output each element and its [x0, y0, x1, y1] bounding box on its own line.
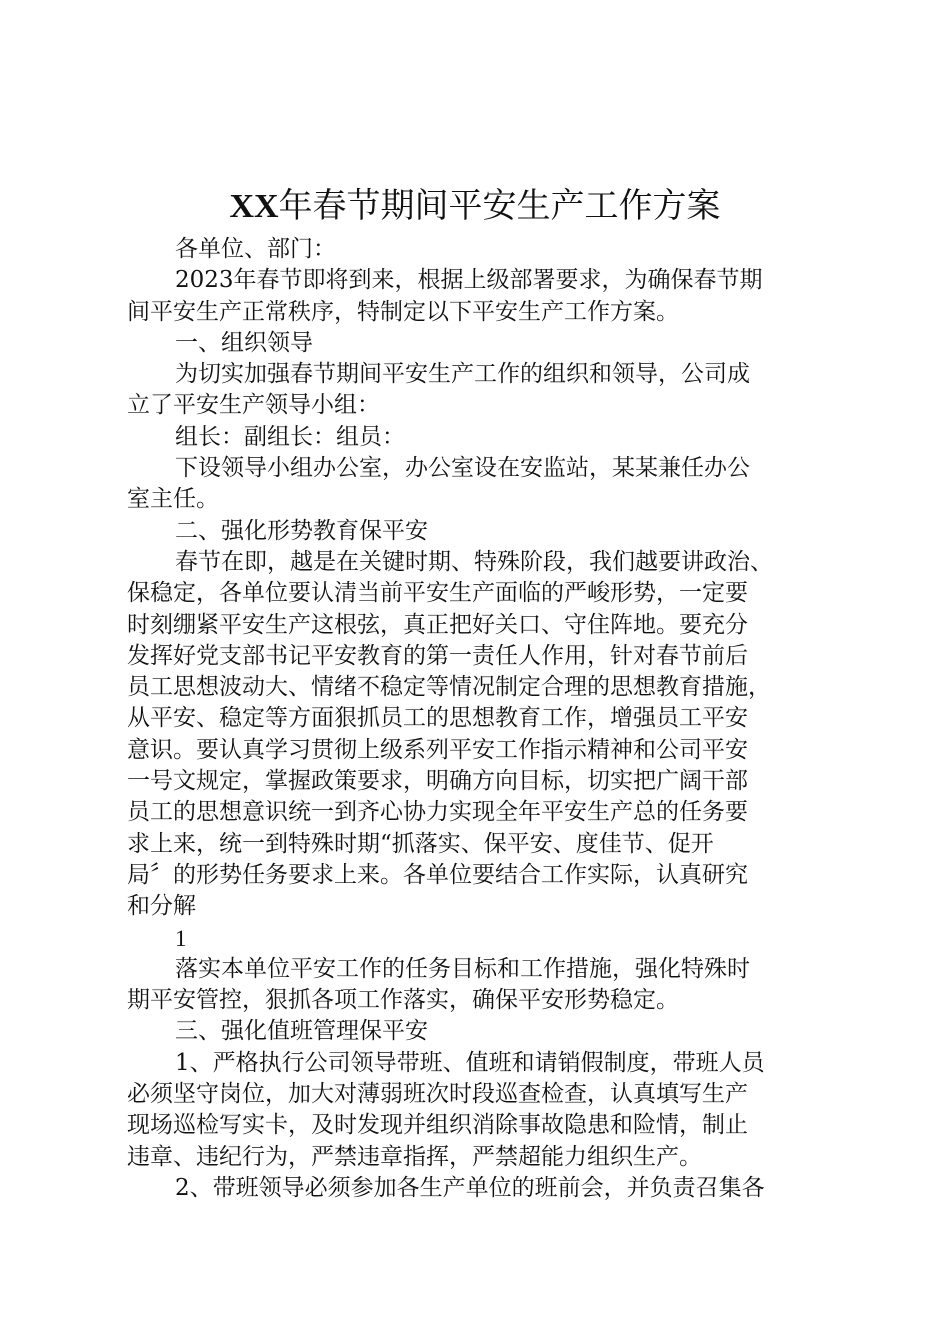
title-text: 年春节期间平安生产工作方案 [278, 186, 721, 226]
text-line: 各单位、部门： [175, 236, 336, 262]
text-line: 2023年春节即将到来，根据上级部署要求，为确保春节期 [175, 267, 763, 294]
text-line: 从平安、稳定等方面狠抓员工的思想教育工作，增强员工平安 [127, 705, 748, 732]
text-line: 立了平安生产领导小组： [127, 392, 380, 419]
text-line: 保稳定，各单位要认清当前平安生产面临的严峻形势，一定要 [127, 580, 748, 607]
text-line: 时刻绷紧平安生产这根弦，真正把好关口、守住阵地。要充分 [127, 611, 748, 638]
text-line: 为切实加强春节期间平安生产工作的组织和领导，公司成 [175, 361, 750, 388]
text-line: 下设领导小组办公室，办公室设在安监站，某某兼任办公 [175, 455, 750, 482]
document-title [0, 178, 950, 235]
document-body [127, 234, 833, 1204]
text-line: 一号文规定，掌握政策要求，明确方向目标，切实把广阔干部 [127, 768, 748, 795]
body-section-before-page-break [127, 234, 833, 923]
text-line: 求上来，统一到特殊时期“抓落实、保平安、度佳节、促开 [127, 830, 714, 857]
text-line: 二、强化形势教育保平安 [175, 517, 428, 544]
text-line: 期平安管控，狠抓各项工作落实，确保平安形势稳定。 [127, 987, 679, 1014]
text-line: 意识。要认真学习贯彻上级系列平安工作指示精神和公司平安 [127, 736, 748, 763]
text-line: 必须坚守岗位，加大对薄弱班次时段巡查检查，认真填写生产 [127, 1081, 748, 1108]
text-line: 间平安生产正常秩序，特制定以下平安生产工作方案。 [127, 298, 679, 325]
text-line: 2、带班领导必须参加各生产单位的班前会，并负责召集各 [175, 1174, 765, 1201]
text-line: 1、严格执行公司领导带班、值班和请销假制度，带班人员 [175, 1049, 765, 1076]
text-line: 员工思想波动大、情绪不稳定等情况制定合理的思想教育措施， [127, 674, 771, 701]
body-section-after-page-break [127, 954, 833, 1204]
text-line: 局〞的形势任务要求上来。各单位要结合工作实际，认真研究 [127, 861, 748, 888]
text-line: 室主任。 [127, 486, 219, 513]
text-line: 现场巡检写实卡，及时发现并组织消除事故隐患和险情，制止 [127, 1112, 748, 1139]
text-line: 春节在即，越是在关键时期、特殊阶段，我们越要讲政治、 [175, 548, 773, 575]
text-line: 和分解 [127, 893, 196, 920]
text-line: 违章、违纪行为，严禁违章指挥，严禁超能力组织生产。 [127, 1143, 702, 1170]
text-line: 三、强化值班管理保平安 [175, 1018, 428, 1045]
text-line: 一、组织领导 [175, 329, 313, 356]
text-line: 员工的思想意识统一到齐心协力实现全年平安生产总的任务要 [127, 799, 748, 826]
title-prefix: XX [229, 188, 279, 225]
page-number: 1 [175, 925, 187, 951]
text-line: 落实本单位平安工作的任务目标和工作措施，强化特殊时 [175, 955, 750, 982]
text-line: 发挥好党支部书记平安教育的第一责任人作用，针对春节前后 [127, 642, 748, 669]
text-line: 组长：副组长：组员： [175, 423, 405, 450]
